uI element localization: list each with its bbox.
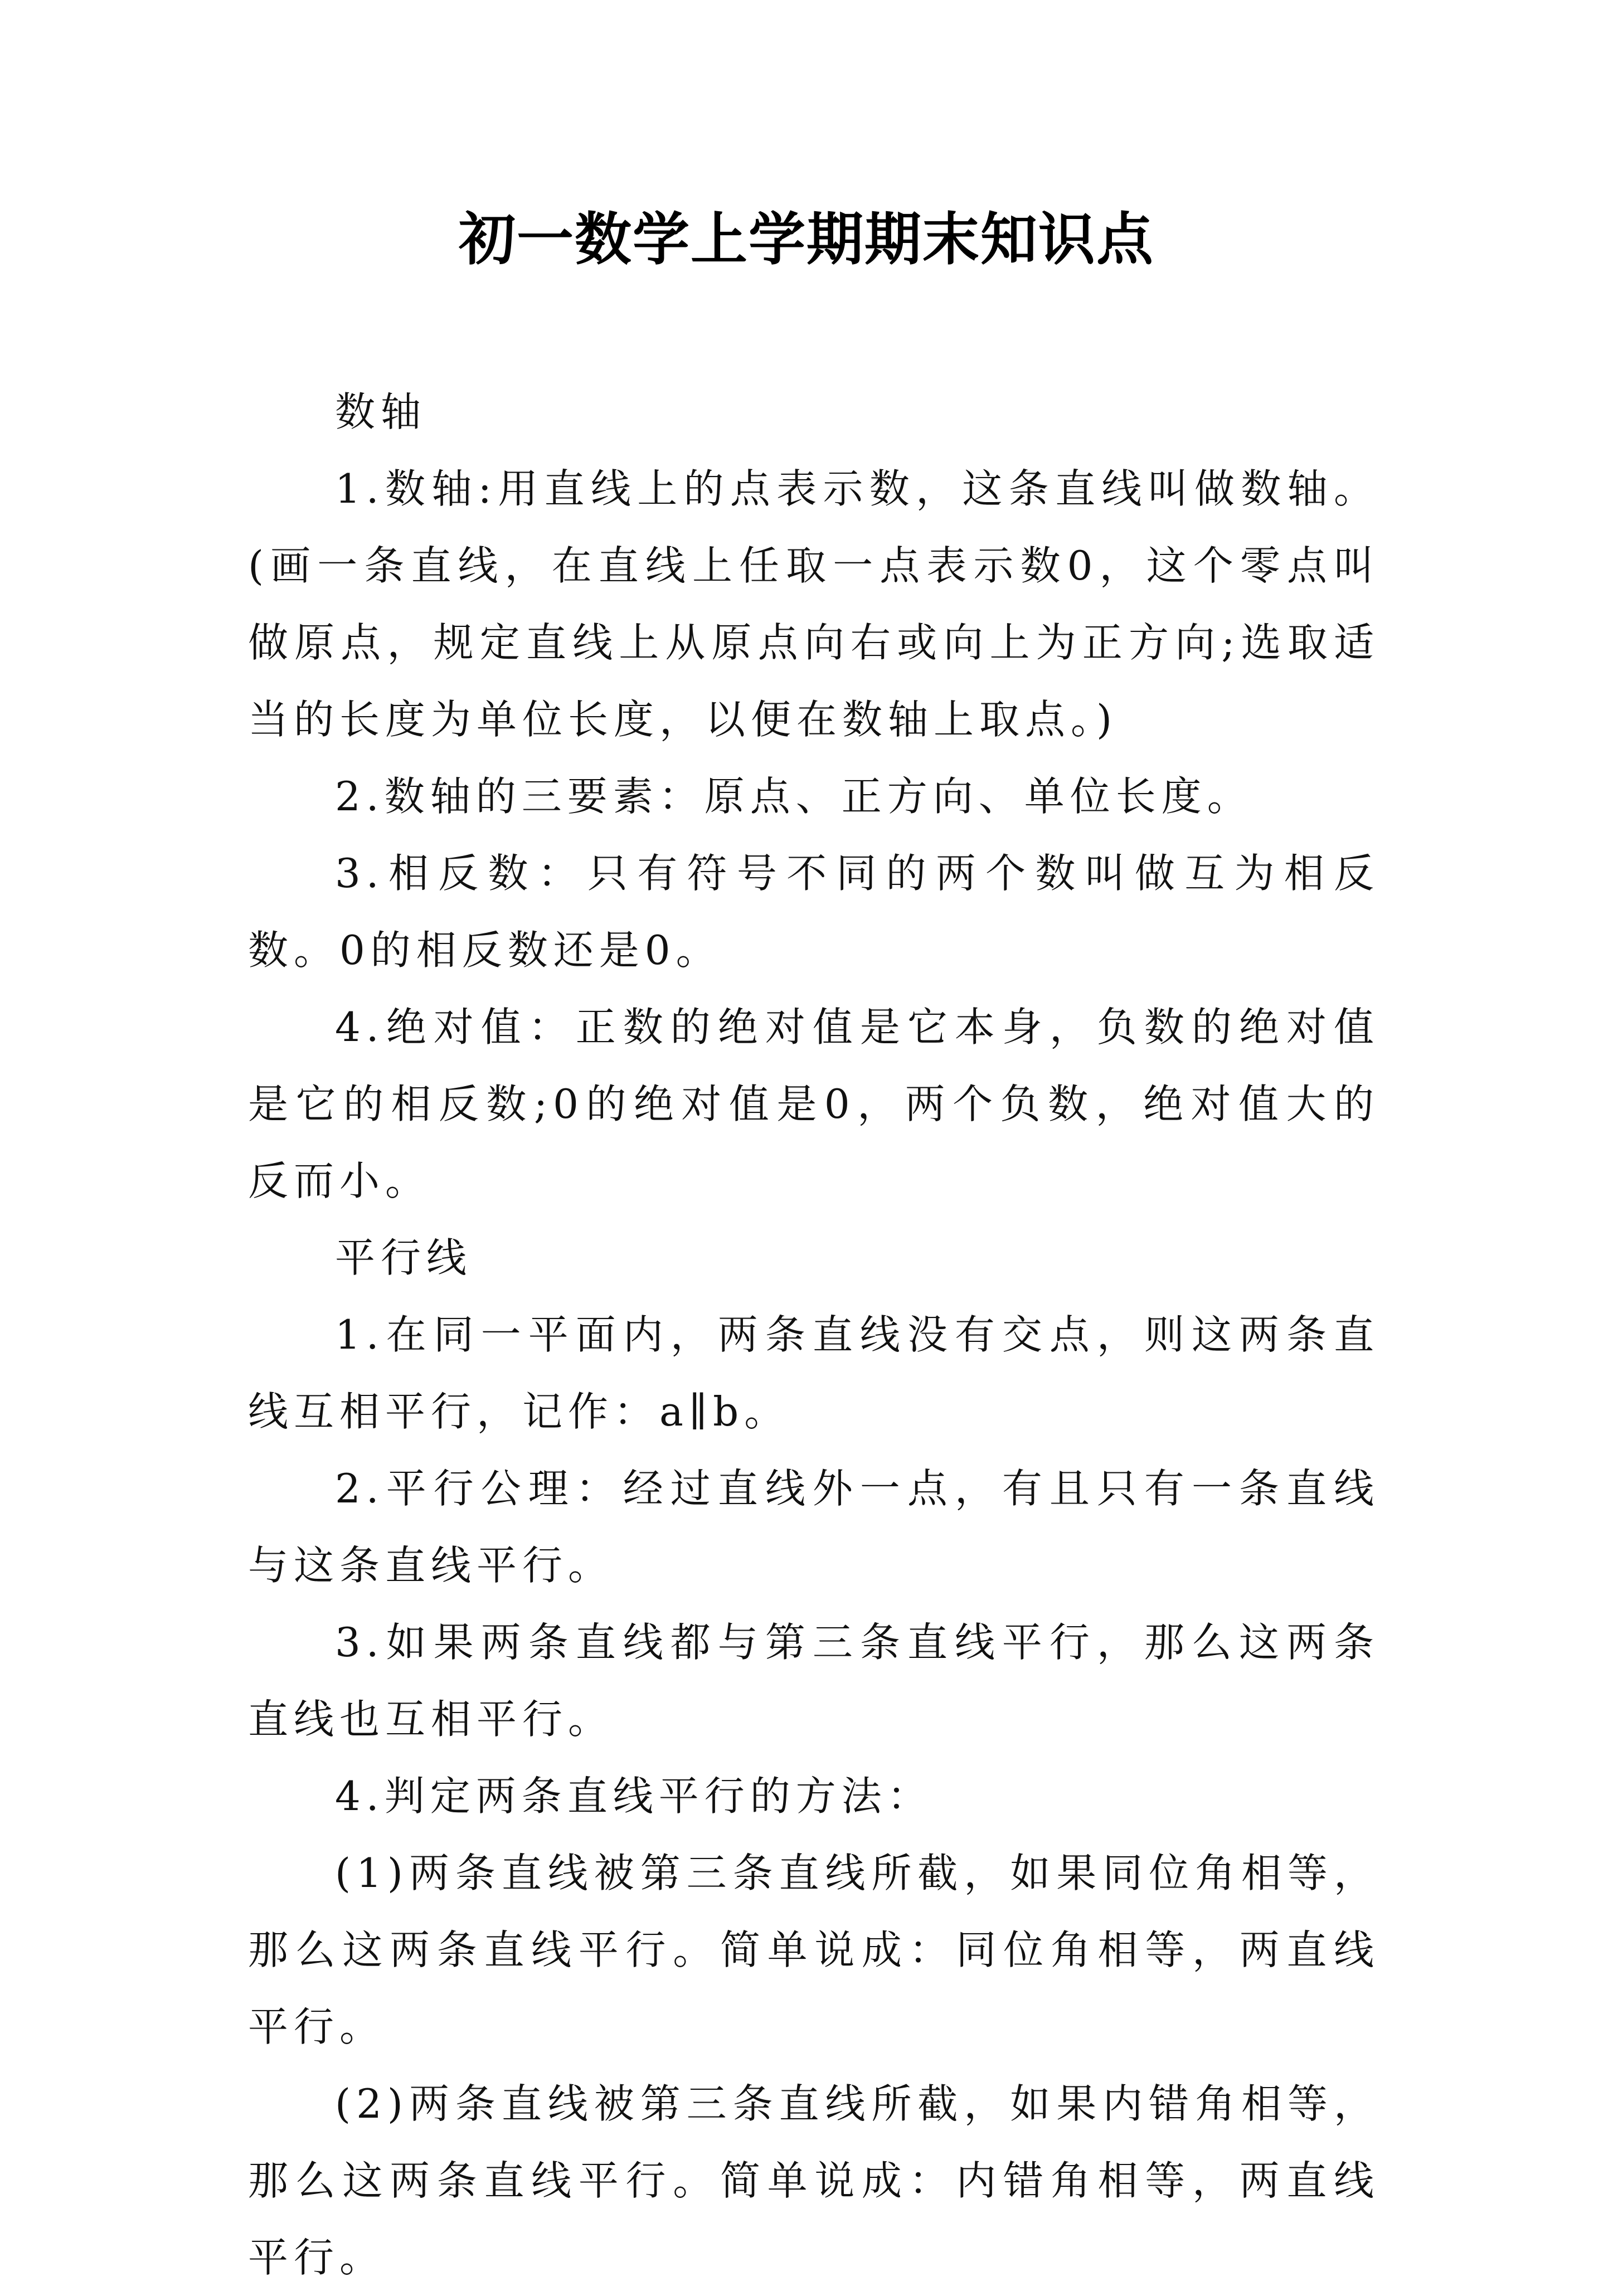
paragraph: 3.如果两条直线都与第三条直线平行，那么这两条直线也互相平行。 — [248, 1619, 1379, 1743]
paragraph: 2.数轴的三要素：原点、正方向、单位长度。 — [335, 773, 1253, 820]
paragraph: 1.在同一平面内，两条直线没有交点，则这两条直线互相平行，记作：a∥b。 — [248, 1311, 1379, 1435]
section-heading-number-line: 数轴 — [335, 388, 427, 435]
document-title: 初一数学上学期期末知识点 — [459, 206, 1154, 273]
section-heading-parallel-lines: 平行线 — [335, 1234, 473, 1281]
paragraph: 4.绝对值：正数的绝对值是它本身，负数的绝对值是它的相反数;0的绝对值是0，两个负数，绝对值大的反而小。 — [248, 1004, 1379, 1204]
paragraph: (2)两条直线被第三条直线所截，如果内错角相等，那么这两条直线平行。简单说成：内错角相等，两直线平行。 — [248, 2080, 1379, 2281]
paragraph: 2.平行公理：经过直线外一点，有且只有一条直线与这条直线平行。 — [248, 1465, 1379, 1589]
paragraph: (1)两条直线被第三条直线所截，如果同位角相等，那么这两条直线平行。简单说成：同位角相等，两直线平行。 — [248, 1850, 1379, 2050]
paragraph: 1.数轴:用直线上的点表示数，这条直线叫做数轴。(画一条直线，在直线上任取一点表示数0，这个零点叫做原点，规定直线上从原点向右或向上为正方向;选取适当的长度为单位长度，以便在数轴上取点。) — [248, 465, 1379, 743]
paragraph: 4.判定两条直线平行的方法： — [335, 1773, 933, 1820]
document-body — [248, 373, 1379, 2296]
paragraph: 3.相反数：只有符号不同的两个数叫做互为相反数。0的相反数还是0。 — [248, 850, 1379, 974]
